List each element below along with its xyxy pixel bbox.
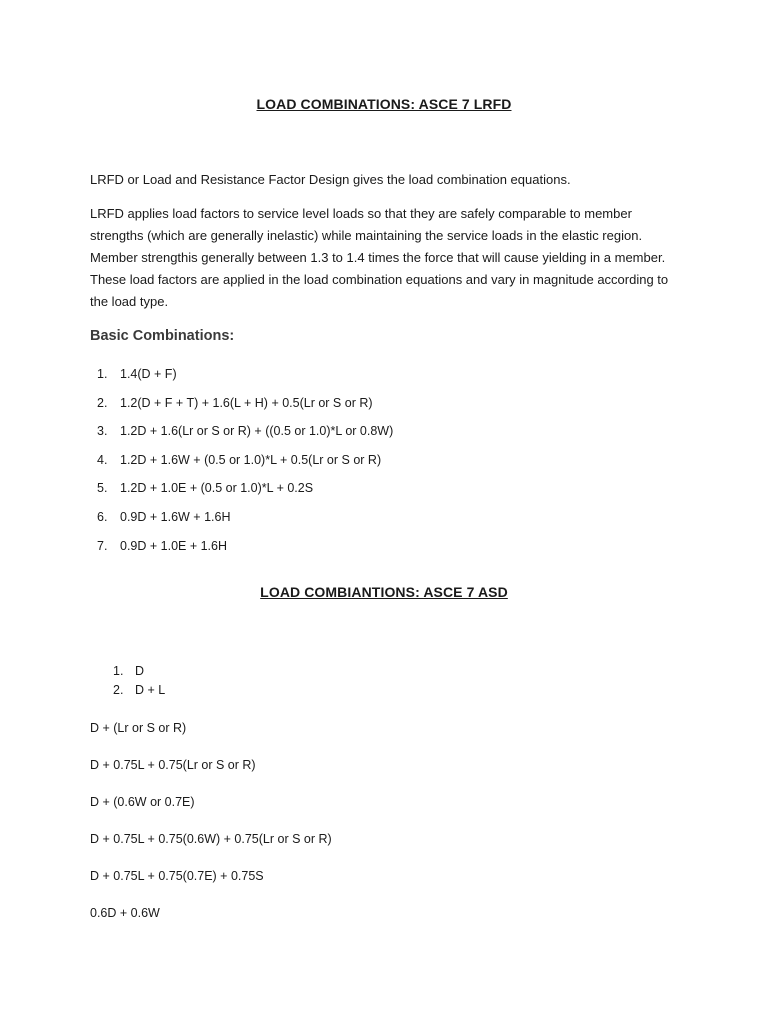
list-item-equation: D + L — [135, 683, 166, 697]
list-item-equation: 1.4(D + F) — [120, 367, 177, 381]
list-item-equation: 1.2D + 1.0E + (0.5 or 1.0)*L + 0.2S — [120, 481, 314, 496]
asd-combination-line: D + (Lr or S or R) — [90, 721, 187, 735]
list-item-number: 1. — [113, 664, 124, 678]
asd-title: LOAD COMBIANTIONS: ASCE 7 ASD — [260, 584, 508, 600]
list-item-number: 3. — [97, 424, 108, 439]
list-item-equation: 0.9D + 1.0E + 1.6H — [120, 538, 228, 553]
list-item-equation: D — [135, 664, 145, 678]
asd-combination-line: D + (0.6W or 0.7E) — [90, 795, 195, 809]
list-item-equation: 1.2D + 1.6(Lr or S or R) + ((0.5 or 1.0)*L or 0.8W) — [120, 424, 394, 439]
list-item-equation: 1.2(D + F + T) + 1.6(L + H) + 0.5(Lr or S or R) — [120, 395, 373, 410]
lrfd-body-paragraph: LRFD applies load factors to service level loads so that they are safely comparable to member strengths (which are generally inelastic) while maintaining the service loads in the elastic region. Member strengthis generally between 1.3 to 1.4 times the force that will cause yielding in a member. These load factors are applied in the load combination equations and vary in magnitude according to the load type. — [90, 206, 669, 309]
list-item-number: 7. — [97, 538, 108, 553]
asd-combination-line: D + 0.75L + 0.75(0.6W) + 0.75(Lr or S or R) — [90, 832, 332, 846]
list-item-equation: 0.9D + 1.6W + 1.6H — [120, 509, 231, 524]
lrfd-intro-paragraph: LRFD or Load and Resistance Factor Design gives the load combination equations. — [90, 172, 571, 187]
basic-combinations-heading: Basic Combinations: — [90, 328, 235, 344]
list-item-number: 2. — [113, 683, 124, 697]
list-item-equation: 1.2D + 1.6W + (0.5 or 1.0)*L + 0.5(Lr or S or R) — [120, 452, 382, 467]
asd-combination-line: 0.6D + 0.6W — [90, 906, 160, 920]
asd-combination-line: D + 0.75L + 0.75(Lr or S or R) — [90, 758, 256, 772]
asd-combination-lines — [90, 718, 332, 940]
list-item-number: 5. — [97, 481, 108, 496]
list-item-number: 6. — [97, 509, 108, 524]
asd-combination-line: D + 0.75L + 0.75(0.7E) + 0.75S — [90, 869, 264, 883]
list-item-number: 4. — [97, 452, 108, 467]
list-item-number: 1. — [97, 367, 108, 381]
lrfd-title: LOAD COMBINATIONS: ASCE 7 LRFD — [256, 96, 512, 112]
list-item-number: 2. — [97, 395, 108, 410]
